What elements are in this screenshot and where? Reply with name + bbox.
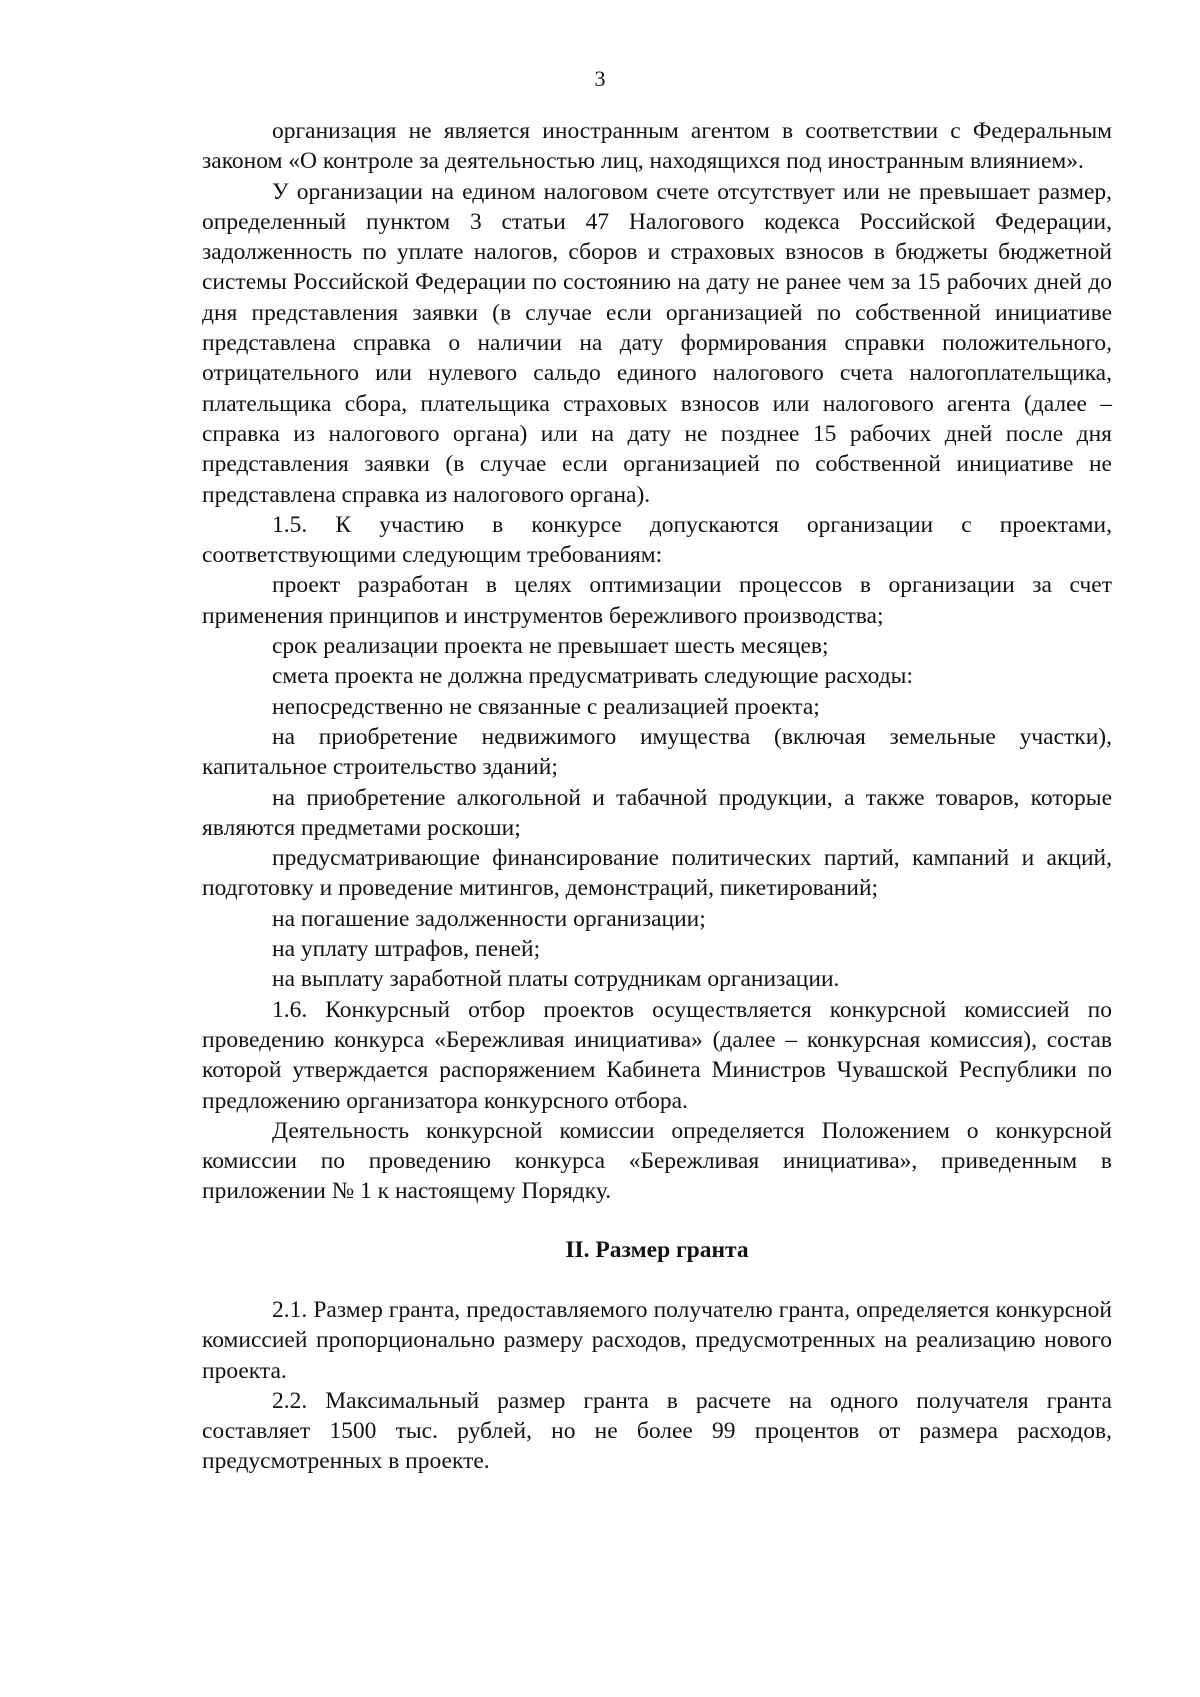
- paragraph-project-term: срок реализации проекта не превышает шесть месяцев;: [272, 633, 829, 660]
- section-heading: II. Размер гранта: [565, 1236, 749, 1263]
- paragraph-1-5: 1.5. К участию в конкурсе допускаются организации с проектами, соответствующими следующим требованиям:: [202, 511, 1112, 569]
- list-item-expense-unrelated: непосредственно не связанные с реализацией проекта;: [272, 693, 820, 720]
- paragraph-foreign-agent: организация не является иностранным агентом в соответствии с Федеральным законом «О контроле за деятельностью лиц, находящихся под иностранным влиянием».: [202, 118, 1112, 175]
- list-item-expense-salary: на выплату заработной платы сотрудникам организации.: [272, 966, 840, 993]
- list-item-expense-real-estate: на приобретение недвижимого имущества (включая земельные участки), капитальное строительство зданий;: [202, 723, 1112, 781]
- paragraph-tax-debt: У организации на едином налоговом счете отсутствует или не превышает размер, определенный пунктом 3 статьи 47 Налогового кодекса Российской Федерации, задолженность по уплате налогов, сборов и страховых взносов в бюджеты бюджетной системы Российской Федерации по состоянию на дату не ранее чем за 15 рабочих дней до дня представления заявки (в случае если организацией по собственной инициативе представлена справка о наличии на дату формирования справки положительного, отрицательного или нулевого сальдо единого налогового счета налогоплательщика, плательщика сбора, плательщика страховых взносов или налогового агента (далее – справка из налогового органа) или на дату не позднее 15 рабочих дней после дня представления заявки (в случае если организацией по собственной инициативе не представлена справка из налогового органа).: [202, 178, 1112, 508]
- paragraph-2-2: 2.2. Максимальный размер гранта в расчете на одного получателя гранта составляет 1500 тыс. рублей, но не более 99 процентов от размера расходов, предусмотренных в проекте.: [202, 1387, 1112, 1475]
- paragraph-estimate: смета проекта не должна предусматривать следующие расходы:: [272, 663, 913, 690]
- list-item-expense-debt: на погашение задолженности организации;: [272, 905, 706, 932]
- page-number: 3: [594, 66, 606, 91]
- list-item-expense-political: предусматривающие финансирование политических партий, кампаний и акций, подготовку и проведение митингов, демонстраций, пикетирований;: [202, 845, 1112, 902]
- document-body: [202, 116, 1112, 1477]
- paragraph-2-1: 2.1. Размер гранта, предоставляемого получателю гранта, определяется конкурсной комиссией пропорционально размеру расходов, предусмотренных на реализацию нового проекта.: [202, 1296, 1112, 1384]
- list-item-expense-alcohol: на приобретение алкогольной и табачной продукции, а также товаров, которые являются предметами роскоши;: [202, 784, 1112, 841]
- paragraph-project-purpose: проект разработан в целях оптимизации процессов в организации за счет применения принципов и инструментов бережливого производства;: [202, 572, 1112, 629]
- paragraph-commission-activity: Деятельность конкурсной комиссии определяется Положением о конкурсной комиссии по проведению конкурса «Бережливая инициатива», приведенным в приложении № 1 к настоящему Порядку.: [202, 1117, 1112, 1205]
- paragraph-1-6: 1.6. Конкурсный отбор проектов осуществляется конкурсной комиссией по проведению конкурса «Бережливая инициатива» (далее – конкурсная комиссия), состав которой утверждается распоряжением Кабинета Министров Чувашской Республики по предложению организатора конкурсного отбора.: [202, 996, 1112, 1114]
- list-item-expense-fines: на уплату штрафов, пеней;: [272, 936, 541, 963]
